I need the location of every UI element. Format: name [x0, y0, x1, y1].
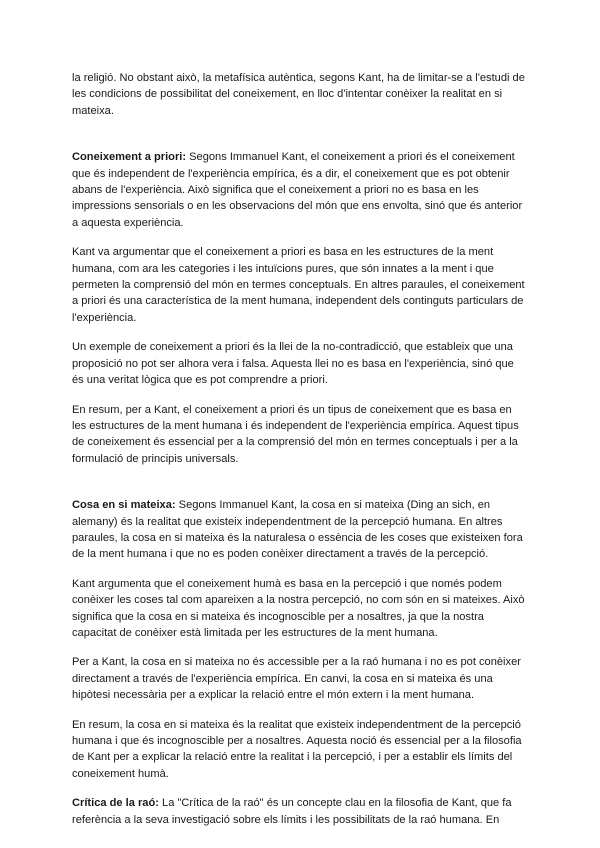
paragraph-text: la religió. No obstant això, la metafísica autèntica, segons Kant, ha de limitar-se a l'estudi de les condicions de possibilitat del coneixement, en lloc d'intentar conèixer la realitat en si mateixa. [72, 72, 525, 117]
paragraph-text: Segons Immanuel Kant, la cosa en si mateixa (Ding an sich, en alemany) és la realitat que existeix independentment de la percepció humana. En altres paraules, la cosa en si mateixa és la naturalesa o essència de les coses que existeixen fora de la ment humana i que no es poden conèixer directament a través de la percepció. [72, 499, 523, 561]
paragraph-resum-a-priori [72, 402, 528, 468]
paragraph-text: En resum, la cosa en si mateixa és la realitat que existeix independentment de la percepció humana i que és incognoscible per a nosaltres. Aquesta noció és essencial per a la filosofia de Kant per a explicar la relació entre la realitat i la percepció, i per a establir els límits del coneixement humà. [72, 718, 522, 780]
paragraph-text: Segons Immanuel Kant, el coneixement a priori és el coneixement que és independent de l'experiència empírica, és a dir, el coneixement que es pot obtenir abans de l'experiència. Això significa que el coneixement a priori no es basa en les impressions sensorials o en les observacions del món que ens envolta, sinó que és anterior a aquesta experiència. [72, 151, 523, 229]
paragraph-text: Per a Kant, la cosa en si mateixa no és accessible per a la raó humana i no es pot conèixer directament a través de l'experiència empírica. En canvi, la cosa en si mateixa és una hipòtesi necessària per a explicar la relació entre el món extern i la ment humana. [72, 656, 521, 702]
paragraph-text: Kant argumenta que el coneixement humà es basa en la percepció i que només podem conèixer les coses tal com apareixen a la nostra percepció, no com són en si mateixes. Això significa que la cosa en si mateixa és incognoscible per a nosaltres, ja que la nostra capacitat de conèixer està limitada per les estructures de la ment humana. [72, 577, 525, 639]
paragraph-text: La "Crítica de la raó" és un concepte clau en la filosofia de Kant, que fa referència a la seva investigació sobre els límits i les possibilitats de la raó humana. En [72, 797, 512, 826]
paragraph-cosa-en-si-mateixa [72, 497, 528, 563]
paragraph-text: En resum, per a Kant, el coneixement a priori és un tipus de coneixement que es basa en les estructures de la ment humana i és independent de l'experiència empírica. Aquest tipus de coneixement és essencial per a la comprensió del món en termes conceptuals i per a la formulació de principis universals. [72, 403, 519, 465]
paragraph-coneixement-huma [72, 576, 528, 642]
paragraph-critica-de-la-rao [72, 795, 528, 828]
paragraph-estructures-ment [72, 244, 528, 326]
paragraph-text: Kant va argumentar que el coneixement a priori es basa en les estructures de la ment humana, com ara les categories i les intuïcions pures, que són innates a la ment i que permeten la comprensió del món en termes conceptuals. En altres paraules, el coneixement a priori és una característica de la ment humana, independent dels continguts particulars de l'experiència. [72, 246, 525, 324]
section-heading-critica-de-la-rao: Crítica de la raó: [72, 797, 159, 810]
paragraph-rao-humana [72, 654, 528, 703]
section-heading-coneixement-a-priori: Coneixement a priori: [72, 151, 187, 164]
paragraph-metafisica [72, 70, 528, 119]
paragraph-no-contradiccio [72, 339, 528, 388]
paragraph-resum-cosa [72, 717, 528, 783]
section-heading-cosa-en-si-mateixa: Cosa en si mateixa: [72, 499, 176, 512]
paragraph-text: Un exemple de coneixement a priori és la llei de la no-contradicció, que estableix que una proposició no pot ser alhora vera i falsa. Aquesta llei no es basa en l'experiència, sinó que és una veritat lògica que es pot comprendre a priori. [72, 341, 514, 387]
paragraph-coneixement-a-priori [72, 149, 528, 231]
